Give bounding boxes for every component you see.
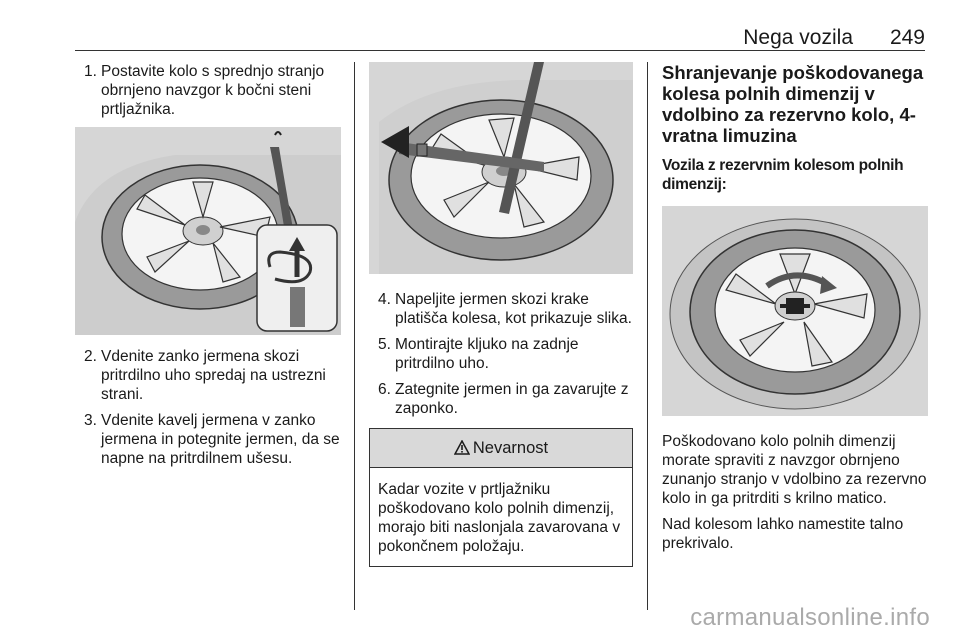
column-divider <box>354 62 355 610</box>
step-3 <box>75 411 341 468</box>
illustration-wheel-strap-loop <box>75 127 341 335</box>
step-text: Vdenite kavelj jermena v zanko jermena in potegnite jermen, da se napne na pritrdilnem ušesu. <box>101 412 340 467</box>
step-5 <box>369 335 633 373</box>
illustration-strap-through-spokes <box>369 62 633 274</box>
section-subtitle: Vozila z rezervnim kolesom polnih dimenzij: <box>662 157 904 193</box>
step-number: 2. <box>84 348 97 365</box>
warning-text: Kadar vozite v prtljažniku poškodovano kolo polnih dimenzij, morajo biti naslonjala zavarovana v pokončnem položaju. <box>378 481 621 555</box>
paragraph: Nad kolesom lahko namestite talno prekrivalo. <box>662 516 904 552</box>
step-text: Napeljite jermen skozi krake platišča kolesa, kot prikazuje slika. <box>395 291 632 327</box>
column-3 <box>662 62 928 560</box>
column-2 <box>369 62 633 567</box>
page-number: 249 <box>889 26 925 49</box>
paragraph: Poškodovano kolo polnih dimenzij morate spraviti z navzgor obrnjeno zunanjo stranjo v vdolbino za rezervno kolo in ga pritrditi s krilno matico. <box>662 433 927 507</box>
step-1 <box>75 62 341 119</box>
step-number: 5. <box>378 336 391 353</box>
step-text: Postavite kolo s sprednjo stranjo obrnjeno navzgor k bočni steni prtljažnika. <box>101 63 325 118</box>
header-title: Nega vozila <box>743 26 853 49</box>
step-text: Vdenite zanko jermena skozi pritrdilno uho spredaj na ustrezni strani. <box>101 348 326 403</box>
page-header <box>75 18 925 51</box>
warning-box <box>369 428 633 567</box>
step-number: 1. <box>84 63 97 80</box>
column-1 <box>75 62 341 475</box>
column-divider <box>647 62 648 610</box>
watermark: carmanualsonline.info <box>690 604 930 631</box>
warning-header <box>370 429 632 468</box>
section-title: Shranjevanje poškodovanega kolesa polnih dimenzij v vdolbino za rezervno kolo, 4-vratna limuzina <box>662 62 924 146</box>
step-2 <box>75 347 341 404</box>
warning-triangle-icon <box>454 431 470 469</box>
step-text: Montirajte kljuko na zadnje pritrdilno uho. <box>395 336 579 372</box>
warning-title: Nevarnost <box>472 439 549 457</box>
illustration-wheel-in-spare-well <box>662 206 928 416</box>
step-number: 6. <box>378 381 391 398</box>
step-number: 4. <box>378 291 391 308</box>
step-number: 3. <box>84 412 97 429</box>
step-6 <box>369 380 633 418</box>
step-text: Zategnite jermen in ga zavarujte z zaponko. <box>395 381 629 417</box>
step-4 <box>369 290 633 328</box>
